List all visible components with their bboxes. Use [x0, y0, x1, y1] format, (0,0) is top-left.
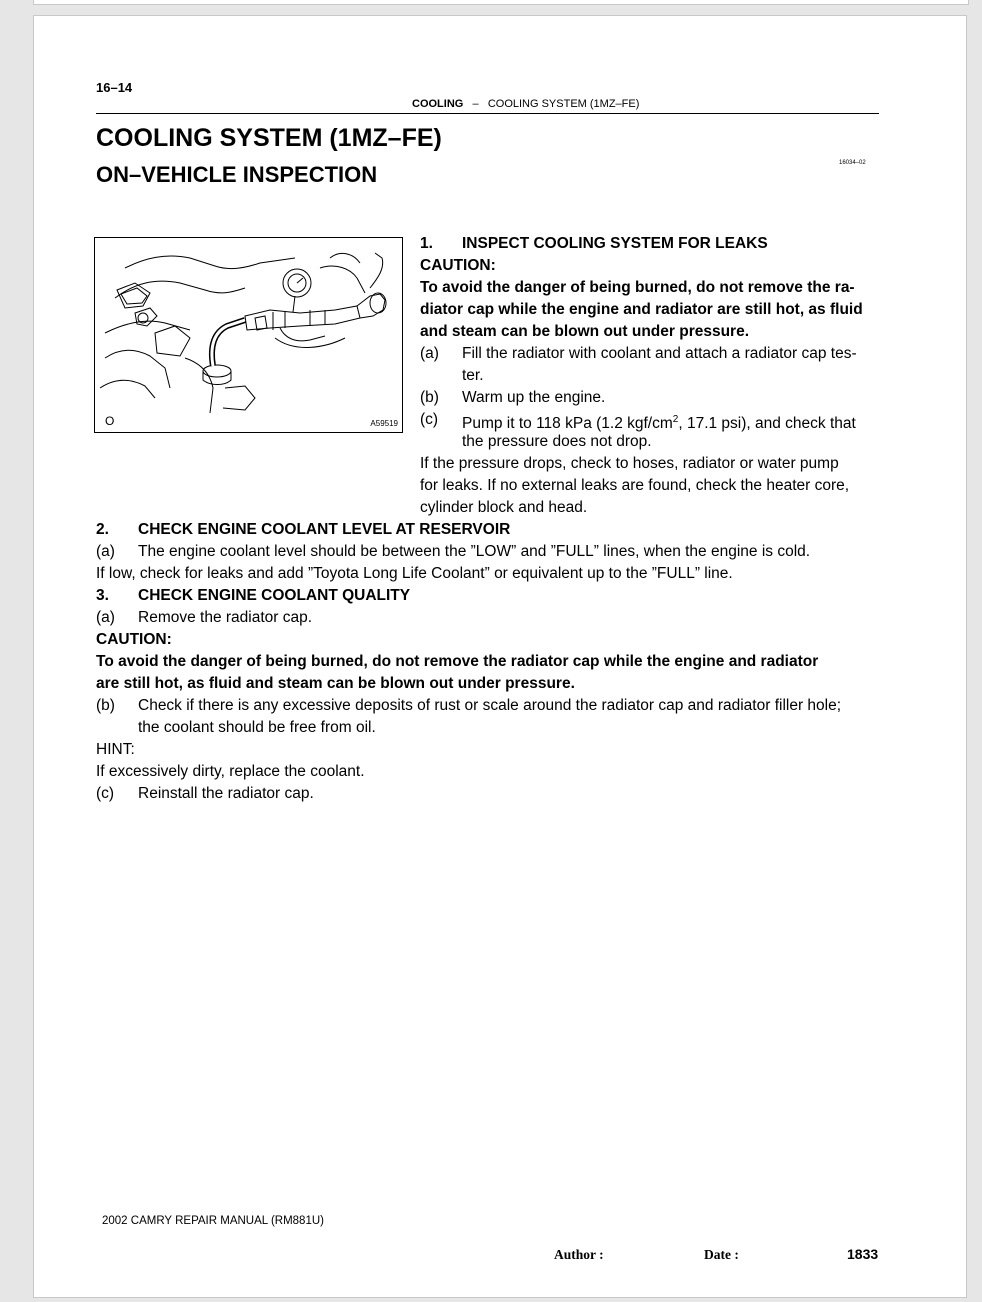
step1-b-text: Warm up the engine. — [462, 389, 606, 406]
step1-note-line: for leaks. If no external leaks are found, check the heater core, — [420, 477, 850, 494]
running-header — [412, 98, 639, 110]
footer-date-label: Date : — [704, 1247, 739, 1262]
step3-b-text: Check if there is any excessive deposits of rust or scale around the radiator cap and radiator filler hole; — [138, 697, 842, 714]
step1-caution-line: diator cap while the engine and radiator are still hot, as fluid — [420, 301, 863, 318]
step1-number: 1. — [420, 235, 433, 252]
step1-a-text: Fill the radiator with coolant and attach a radiator cap tes- — [462, 345, 857, 362]
step3-a-label: (a) — [96, 609, 115, 626]
step1-a-label: (a) — [420, 345, 439, 362]
step1-caution-line: and steam can be blown out under pressure. — [420, 323, 750, 340]
page-number: 16–14 — [96, 80, 133, 95]
step2-heading — [96, 519, 511, 541]
step1-b-label: (b) — [420, 389, 439, 406]
step1-note-line: If the pressure drops, check to hoses, radiator or water pump — [420, 455, 839, 472]
step3-caution-label: CAUTION: — [96, 631, 172, 648]
step3-hint-label: HINT: — [96, 741, 135, 758]
document-code: 16034–02 — [839, 160, 866, 166]
step2-a-text: The engine coolant level should be between the ”LOW” and ”FULL” lines, when the engine is cold. — [138, 543, 811, 560]
document-page — [33, 15, 967, 1298]
header-separator: – — [472, 98, 479, 110]
step3-c-text: Reinstall the radiator cap. — [138, 785, 314, 802]
figure-radiator-cap-tester — [94, 237, 403, 433]
step1-c-label: (c) — [420, 411, 439, 428]
step2-number: 2. — [96, 521, 109, 538]
step3-b-text-cont: the coolant should be free from oil. — [138, 719, 376, 736]
header-subsection: COOLING SYSTEM (1MZ–FE) — [487, 98, 640, 110]
step1-heading — [420, 233, 768, 255]
step1-a-text-cont: ter. — [462, 367, 484, 384]
header-rule — [96, 113, 879, 114]
step2-heading-text: CHECK ENGINE COOLANT LEVEL AT RESERVOIR — [138, 521, 511, 538]
step3-c-label: (c) — [96, 785, 115, 802]
page-subtitle: ON–VEHICLE INSPECTION — [96, 162, 378, 187]
step3-a-text: Remove the radiator cap. — [138, 609, 313, 626]
figure-id: A59519 — [370, 419, 398, 428]
step1-c-pre: Pump it to 118 kPa (1.2 kgf/cm — [462, 415, 673, 433]
step3-caution-line: To avoid the danger of being burned, do not remove the radiator cap while the engine and radiator — [96, 653, 819, 670]
step3-heading — [96, 585, 411, 607]
step1-caution-label: CAUTION: — [420, 257, 496, 274]
footer-manual: 2002 CAMRY REPAIR MANUAL (RM881U) — [102, 1215, 324, 1227]
step1-c-sup: 2 — [672, 414, 679, 425]
figure-letter: O — [105, 414, 115, 428]
step1-c-text-cont: the pressure does not drop. — [462, 433, 652, 450]
step3-b-label: (b) — [96, 697, 115, 714]
step3-hint-text: If excessively dirty, replace the coolant. — [96, 763, 365, 780]
step2-a-label: (a) — [96, 543, 115, 560]
step2-a-text-cont: If low, check for leaks and add ”Toyota Long Life Coolant” or equivalent up to the ”FULL” line. — [96, 565, 733, 582]
radiator-cap-tester-illustration — [95, 238, 402, 432]
step1-note-line: cylinder block and head. — [420, 499, 588, 516]
step1-c-post: , 17.1 psi), and check that — [678, 415, 856, 433]
footer-author-label: Author : — [554, 1247, 604, 1262]
step1-heading-text: INSPECT COOLING SYSTEM FOR LEAKS — [462, 235, 768, 252]
previous-page-edge — [33, 0, 969, 5]
header-section: COOLING — [412, 98, 464, 110]
step3-caution-line: are still hot, as fluid and steam can be blown out under pressure. — [96, 675, 575, 692]
step3-heading-text: CHECK ENGINE COOLANT QUALITY — [138, 587, 411, 604]
step1-caution-line: To avoid the danger of being burned, do not remove the ra- — [420, 279, 855, 296]
page-title: COOLING SYSTEM (1MZ–FE) — [96, 124, 442, 152]
step3-number: 3. — [96, 587, 109, 604]
footer-page-number: 1833 — [847, 1246, 879, 1262]
